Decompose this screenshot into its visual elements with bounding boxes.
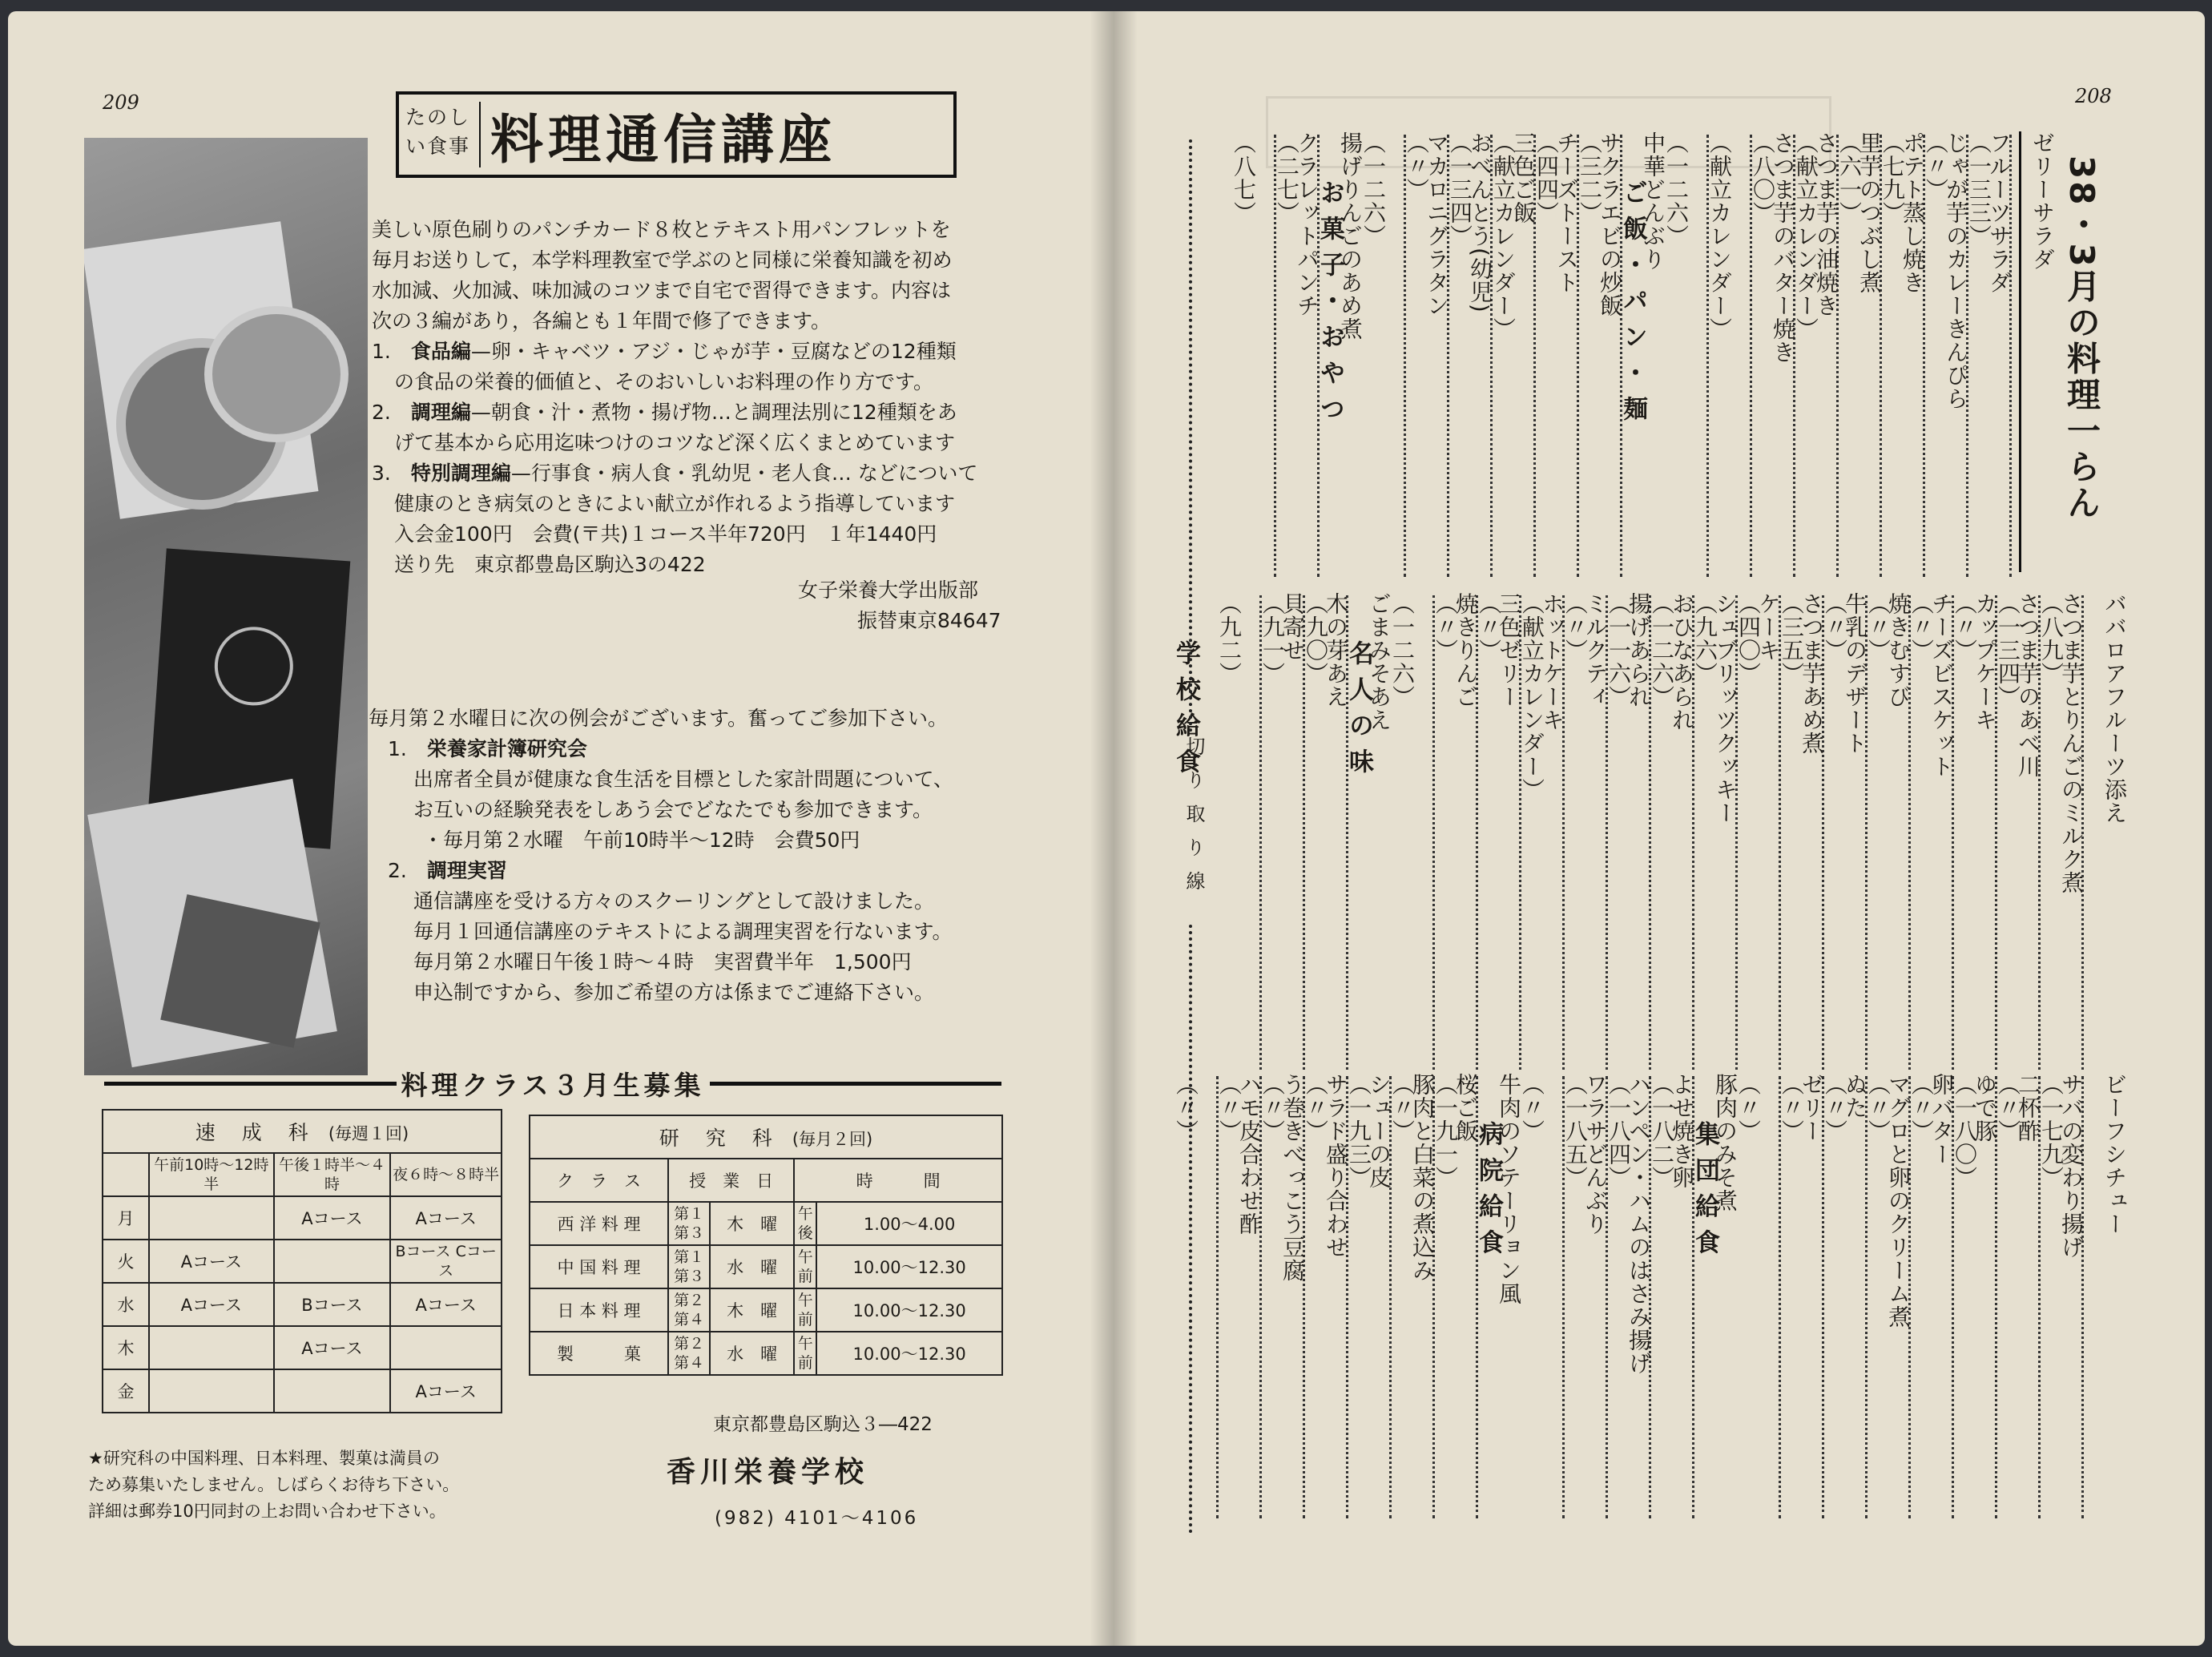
- menu-item-name: おひなあられ: [1669, 592, 1695, 732]
- sokusei-table: 速 成 科 (毎週１回) 午前10時～12時半 午後１時半～４時 夜６時～８時半 月 Aコース Aコース 火 Aコース Bコース Cコース 水 Aコース Bコース Aコース 木 Aコース 金 Aコース: [102, 1109, 502, 1413]
- page-ref: （献立カレンダー）: [1793, 131, 1819, 341]
- meeting-line: 毎月１回通信講座のテキストによる調理実習を行ないます。: [413, 920, 953, 943]
- menu-item-name: 里芋のつぶし煮: [1856, 131, 1883, 294]
- leader-dots: [1779, 1076, 1781, 1518]
- menu-item-name: ぬた: [1842, 1073, 1868, 1119]
- section-heading: 集団給食: [1690, 1121, 1719, 1265]
- page-ref: （〃）: [1995, 1073, 2021, 1143]
- page-ref: （一八五）: [1562, 1073, 1589, 1189]
- page-ref: （献立カレンダー）: [1519, 592, 1545, 801]
- menu-item-name: ハモ皮合わせ酢: [1236, 1073, 1263, 1236]
- course-title-box: [396, 91, 957, 178]
- sokusei-header: 速 成 科 (毎週１回): [103, 1110, 502, 1153]
- page-ref: （〃）: [1259, 1073, 1286, 1143]
- course-materials-photo: [84, 138, 368, 1075]
- meeting-line: お互いの経験発表をしあう会でどなたでも参加できます。: [413, 798, 933, 821]
- page-ref: （一七九）: [2038, 1073, 2065, 1189]
- menu-item-name: おべんとう(幼児): [1467, 131, 1493, 313]
- menu-item-name: カップケーキ: [1972, 592, 1998, 732]
- leader-dots: [1216, 1076, 1219, 1518]
- menu-item-name: 二杯酢: [2015, 1073, 2041, 1143]
- menu-item-name: 貝寄せ: [1279, 592, 1306, 662]
- menu-item-name: クラレットパンチ: [1294, 131, 1320, 317]
- page-ref: （九二）: [1216, 592, 1243, 685]
- page-ref: （〃）: [1908, 1073, 1935, 1143]
- meeting-item: 1. 栄養家計簿研究会: [388, 737, 587, 760]
- menu-item-name: ワラサどんぶり: [1582, 1073, 1609, 1236]
- page-ref: （〃）: [1865, 592, 1892, 662]
- menu-item-name: 中華どんぶり: [1640, 131, 1666, 271]
- day: 月: [103, 1196, 149, 1240]
- meeting-line: 申込制ですから、参加ご希望の方は係までご連絡下さい。: [413, 981, 935, 1004]
- list-title: 38・3月の料理一らん: [2062, 155, 2101, 522]
- page-ref: （八七）: [1231, 131, 1257, 224]
- page-ref: （九六）: [1692, 592, 1718, 685]
- menu-item-name: 揚げりんごのあめ煮: [1337, 131, 1364, 341]
- intro-line: 次の３編があり，各編とも１年間で修了できます。: [372, 309, 832, 333]
- page-ref: （二七）: [1274, 131, 1300, 224]
- menu-item-name: 三色ご飯: [1510, 131, 1537, 224]
- menu-item-name: さつま芋の油焼き: [1813, 131, 1839, 317]
- day: 火: [103, 1240, 149, 1283]
- menu-item: [1227, 131, 1323, 580]
- meeting-line: 毎月第２水曜日午後１時～４時 実習費半年 1,500円: [413, 950, 912, 974]
- account: 振替東京84647: [857, 609, 1001, 632]
- page-ref: （一八四）: [1606, 1073, 1632, 1189]
- page-ref: （一一六）: [1606, 592, 1632, 708]
- page-ref: （一九三）: [1346, 1073, 1372, 1189]
- page-number-left: 209: [103, 91, 139, 114]
- course-title: 料理通信講座: [490, 108, 836, 171]
- page-ref: （〃）: [1952, 592, 1978, 662]
- course-item: 1. 食品編—卵・キャベツ・アジ・じゃが芋・豆腐などの12種類: [372, 340, 957, 363]
- menu-item-name: 豚肉のみそ煮: [1712, 1073, 1739, 1212]
- page-ref: （四四）: [1533, 131, 1560, 224]
- meeting-text: [369, 704, 953, 1008]
- menu-item-name: マカロニグラタン: [1424, 131, 1450, 317]
- section-heading: 学校給食: [1171, 640, 1200, 784]
- menu-item: [1516, 1073, 1611, 1522]
- menu-item-name: ゼリーサラダ: [2029, 131, 2056, 271]
- page-ref: （〃）: [1779, 1073, 1805, 1143]
- page-ref: （三五）: [1779, 592, 1805, 685]
- page-ref: （〃）: [1822, 592, 1848, 662]
- page-ref: （七九）: [1880, 131, 1906, 224]
- menu-item: [1386, 592, 1481, 1073]
- menu-item: [1170, 1073, 1265, 1522]
- page-ref: （一九一）: [1432, 1073, 1459, 1189]
- page-ref: （一三四）: [1995, 592, 2021, 708]
- page-ref: （四〇）: [1735, 592, 1762, 685]
- menu-item-name: さつま芋とりんごのミルク煮: [2058, 592, 2085, 894]
- menu-item-name: ケーキ: [1755, 592, 1782, 662]
- menu-item-name: 木の芽あえ: [1323, 592, 1349, 708]
- menu-item-name: シュブリッツクッキー: [1712, 592, 1739, 824]
- fees: 入会金100円 会費(〒共)１コース半年720円 １年1440円: [394, 522, 937, 546]
- menu-item-name: シューの皮: [1366, 1073, 1392, 1189]
- kenkyu-table: 研 究 科 (毎月２回) ク ラ ス 授 業 日 時 間 西 洋 料 理 第１ 第３ 木 曜 午後 1.00～4.00 中 国 料 理 第１ 第３ 水 曜 午前 10.00～12.30 日 本 料 理 第２ 第４ 木 曜 午前 10.00～12.30 製 菓 第２ 第４ 水 曜 午前 10.00～12.30: [529, 1115, 1003, 1376]
- course-item: 2. 調理編—朝食・汁・煮物・揚げ物…と調理法別に12種類をあ: [372, 401, 957, 424]
- menu-item-name: サラド盛り合わせ: [1323, 1073, 1349, 1259]
- intro-line: 毎月お送りして，本学料理教室で学ぶのと同様に栄養知識を初め: [372, 248, 953, 272]
- menu-item-name: 焼きむすび: [1885, 592, 1912, 708]
- course-item: 3. 特別調理編—行事食・病人食・乳幼児・老人食… などについて: [372, 462, 978, 485]
- page-number-right: 208: [2075, 85, 2112, 107]
- page-ref: （〃）: [1476, 592, 1502, 662]
- sokusei-col: 午後１時半～４時: [274, 1153, 391, 1196]
- page-ref: （〃）: [1865, 1073, 1892, 1143]
- menu-item-name: ゆで豚: [1972, 1073, 1998, 1143]
- note: ★研究科の中国料理、日本料理、製菓は満員の ため募集いたしません。しばらくお待ち下さい。 詳細は郵券10円同封の上お問い合わせ下さい。: [88, 1449, 460, 1521]
- leader-dots: [1750, 135, 1752, 577]
- menu-item-name: さつま芋のバター焼き: [1770, 131, 1796, 364]
- menu-item-name: フルーツサラダ: [1986, 131, 2013, 294]
- leader-dots: [1259, 595, 1262, 1070]
- menu-item-name: 揚げあられ: [1626, 592, 1652, 708]
- leader-dots: [1562, 1076, 1565, 1518]
- intro-text: [372, 215, 977, 580]
- page-ref: （〃）: [1303, 1073, 1329, 1143]
- page-ref: （献立カレンダー）: [1706, 131, 1733, 341]
- section-heading: 名人の味: [1344, 640, 1373, 784]
- page-ref: （〃）: [1389, 1073, 1416, 1143]
- recruit-banner: [104, 1065, 1001, 1102]
- page-ref: （一二六）: [1649, 592, 1675, 708]
- title-small: たのしい食事: [405, 102, 481, 167]
- meeting-line: 出席者全員が健康な食生活を目標とした家計問題について、: [413, 768, 954, 791]
- leader-dots: [1432, 595, 1435, 1070]
- menu-item-name: チーズトースト: [1553, 131, 1580, 294]
- day: 木: [103, 1326, 149, 1369]
- page-ref: （〃）: [1432, 592, 1459, 662]
- section-heading: ご飯・パン・麺: [1618, 179, 1647, 432]
- menu-item-name: 豚肉と白菜の煮込み: [1409, 1073, 1436, 1282]
- course-item-line: げて基本から応用迄味つけのコツなど深く広くまとめています: [394, 431, 956, 454]
- page-ref: （〃）: [1908, 592, 1935, 662]
- left-page: [8, 11, 1114, 1646]
- page-ref: （〃）: [1404, 131, 1430, 201]
- page-ref: （〃）: [1923, 131, 1949, 201]
- meeting-item: 2. 調理実習: [388, 859, 507, 882]
- day: 金: [103, 1369, 149, 1413]
- page-ref: （一八二）: [1649, 1073, 1675, 1189]
- page-ref: （〃）: [1519, 1073, 1545, 1143]
- menu-item-name: ポテト蒸し焼き: [1900, 131, 1926, 294]
- page-ref: （九一）: [1259, 592, 1286, 685]
- menu-item-name: 卵バター: [1928, 1073, 1955, 1166]
- menu-item-name: ゼリー: [1799, 1073, 1825, 1143]
- send-to: 送り先 東京都豊島区駒込3の422: [394, 553, 706, 576]
- recruit-title: 料理クラス３月生募集: [401, 1069, 705, 1101]
- menu-item-name: ごまみそあえ: [1366, 592, 1392, 732]
- page-ref: （献立カレンダー）: [1490, 131, 1517, 341]
- cut-dotline: [1189, 925, 1192, 1534]
- sokusei-col: 午前10時～12時半: [149, 1153, 274, 1196]
- course-item-line: の食品の栄養的価値と、そのおいしいお料理の作り方です。: [394, 370, 934, 393]
- menu-item-name: さつま芋あめ煮: [1799, 592, 1825, 755]
- leader-dots: [1404, 135, 1406, 577]
- meeting-intro: 毎月第２水曜日に次の例会がございます。奮ってご参加下さい。: [369, 707, 949, 730]
- sokusei-col: 夜６時～８時半: [390, 1153, 502, 1196]
- menu-item-name: チーズビスケット: [1928, 592, 1955, 778]
- page-ref: （一二六）: [1663, 131, 1690, 248]
- school-name: 香川栄養学校: [667, 1456, 869, 1489]
- school-phone: (982) 4101～4106: [715, 1508, 919, 1529]
- page-ref: （六一）: [1836, 131, 1863, 224]
- school-address: 東京都豊島区駒込３―422: [713, 1414, 933, 1435]
- menu-item-name: 牛乳のデザート: [1842, 592, 1868, 755]
- course-item-line: 健康のとき病気のときによい献立が作れるよう指導しています: [394, 492, 956, 515]
- menu-item-name: う巻きべっこう豆腐: [1279, 1073, 1306, 1282]
- menu-item-name: ホットケーキ: [1539, 592, 1565, 732]
- menu-item-name: 桜ご飯: [1453, 1073, 1479, 1143]
- menu-item-name: 焼きりんご: [1453, 592, 1479, 708]
- menu-item-name: 三色ゼリー: [1496, 592, 1522, 708]
- page-ref: （八〇）: [1750, 131, 1776, 224]
- menu-item-name: じゃが芋のカレーきんぴら: [1943, 131, 1969, 410]
- menu-item: [1213, 592, 1308, 1073]
- book-gutter: [1090, 11, 1138, 1646]
- menu-item: [1357, 131, 1453, 580]
- menu-item-name: さつま芋のあべ川: [2015, 592, 2041, 778]
- menu-item: [1732, 1073, 1827, 1522]
- menu-item-name: ビーフシチュー: [2101, 1073, 2128, 1236]
- menu-item-name: サバの変わり揚げ: [2058, 1073, 2085, 1259]
- section-heading: 病院給食: [1474, 1121, 1503, 1265]
- menu-item-name: ババロアフルーツ添え: [2101, 592, 2128, 824]
- section-heading: お菓子・おやつ: [1316, 179, 1344, 432]
- page-ref: （〃）: [1822, 1073, 1848, 1143]
- menu-item-name: ミルクティ: [1582, 592, 1609, 708]
- right-page: [1114, 11, 2205, 1646]
- intro-line: 水加減、火加減、味加減のコツまで自宅で習得できます。内容は: [372, 279, 952, 302]
- meeting-line: 通信講座を受ける方々のスクーリングとして設けました。: [413, 889, 935, 913]
- menu-item-name: 牛肉のソテーリョン風: [1496, 1073, 1522, 1305]
- page-ref: （一三四）: [1447, 131, 1473, 248]
- page-ref: （一三三）: [1966, 131, 1992, 248]
- page-ref: （一八〇）: [1952, 1073, 1978, 1189]
- intro-line: 美しい原色刷りのパンチカード８枚とテキスト用パンフレットを: [372, 218, 951, 241]
- cut-dotline: [1189, 139, 1192, 732]
- meeting-line: ・毎月第２水曜 午前10時半～12時 会費50円: [423, 828, 860, 852]
- menu-item: [1660, 131, 1723, 580]
- page-ref: （一二六）: [1360, 131, 1387, 248]
- menu-item-name: マグロと卵のクリーム煮: [1885, 1073, 1912, 1328]
- menu-item-name: よせ焼き卵: [1669, 1073, 1695, 1189]
- menu-item-name: ハンペン・ハムのはさみ揚げ: [1626, 1073, 1652, 1375]
- menu-item-name: サクラエビの炒飯: [1597, 131, 1623, 317]
- page-ref: （〃）: [1216, 1073, 1243, 1143]
- kenkyu-header: 研 究 科 (毎月２回): [530, 1115, 1002, 1159]
- leader-dots: [1274, 135, 1276, 577]
- leader-dots: [1706, 135, 1709, 577]
- page-ref: （〃）: [1562, 592, 1589, 662]
- page-ref: （三二）: [1577, 131, 1603, 224]
- page-ref: （八九）: [2038, 592, 2065, 685]
- cut-line-label: 切り取り線: [1183, 736, 1205, 905]
- page-ref: （〃）: [1735, 1073, 1762, 1143]
- page-ref: （一二六）: [1389, 592, 1416, 708]
- day: 水: [103, 1283, 149, 1326]
- page-ref: （〃）: [1173, 1073, 1199, 1143]
- publisher: 女子栄養大学出版部: [798, 579, 979, 602]
- page-ref: （九〇）: [1303, 592, 1329, 685]
